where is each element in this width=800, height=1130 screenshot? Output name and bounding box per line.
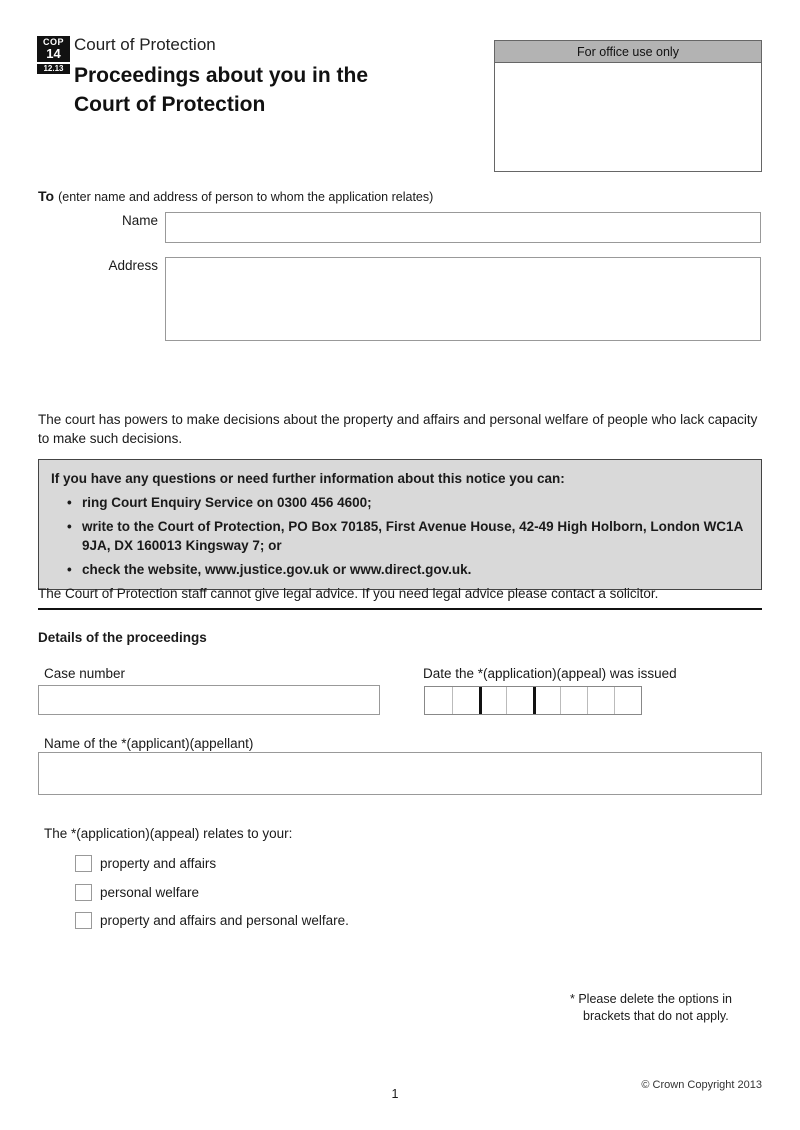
footnote-line2: brackets that do not apply. <box>583 1009 729 1023</box>
checkbox-property-and-personal-welfare[interactable] <box>75 912 92 929</box>
date-cell-year-4[interactable] <box>614 687 641 714</box>
office-use-box <box>494 40 762 172</box>
to-instruction <box>38 188 433 204</box>
contact-info-heading: If you have any questions or need further information about this notice you can: <box>51 471 565 486</box>
option-row-property-and-affairs <box>75 855 216 872</box>
to-instruction-text: (enter name and address of person to whom the application relates) <box>58 190 434 204</box>
date-cell-year-3[interactable] <box>587 687 614 714</box>
date-cell-month-2[interactable] <box>506 687 533 714</box>
checkbox-label-property-and-personal-welfare: property and affairs and personal welfare. <box>100 913 349 928</box>
date-cell-month-1[interactable] <box>479 687 506 714</box>
form-version-label: 12.13 <box>37 64 70 74</box>
name-field-label: Name <box>121 213 158 228</box>
checkbox-label-property-and-affairs: property and affairs <box>100 856 217 871</box>
form-code-badge <box>37 36 70 74</box>
applicant-name-label: Name of the *(applicant)(appellant) <box>44 736 254 751</box>
name-field[interactable] <box>165 212 761 243</box>
contact-info-list <box>51 493 749 579</box>
legal-advice-note: The Court of Protection staff cannot give legal advice. If you need legal advice please contact a solicitor. <box>38 586 659 601</box>
case-number-field[interactable] <box>38 685 380 715</box>
date-cell-day-1[interactable] <box>425 687 452 714</box>
contact-info-item-phone: • ring Court Enquiry Service on 0300 456 4600; <box>65 493 749 512</box>
office-use-box-header: For office use only <box>495 41 761 63</box>
copyright-notice: © Crown Copyright 2013 <box>641 1079 762 1091</box>
page-title <box>74 61 368 119</box>
checkbox-label-personal-welfare: personal welfare <box>100 885 200 900</box>
form-code-label: COP <box>42 37 64 47</box>
relates-to-label: The *(application)(appeal) relates to your: <box>44 826 293 841</box>
section-divider <box>38 608 762 610</box>
page-title-line1: Proceedings about you in the <box>74 64 369 87</box>
address-field[interactable] <box>165 257 761 341</box>
case-number-label: Case number <box>44 666 126 681</box>
applicant-name-field[interactable] <box>38 752 762 795</box>
intro-paragraph: The court has powers to make decisions about the property and affairs and personal welfare of people who lack capacity to make such decisions. <box>38 412 758 446</box>
proceedings-section-heading: Details of the proceedings <box>38 630 207 645</box>
form-number-label: 14 <box>46 46 61 61</box>
contact-info-item-website: • check the website, www.justice.gov.uk or www.direct.gov.uk. <box>65 560 749 579</box>
option-row-property-and-personal-welfare <box>75 912 349 929</box>
address-field-label: Address <box>108 258 158 273</box>
page-title-line2: Court of Protection <box>74 93 266 116</box>
form-code-badge-main <box>37 36 70 62</box>
date-issued-grid <box>424 686 642 715</box>
date-cell-year-2[interactable] <box>560 687 587 714</box>
delete-options-footnote <box>570 991 732 1025</box>
footnote-line1: * Please delete the options in <box>570 992 732 1006</box>
option-row-personal-welfare <box>75 884 199 901</box>
date-cell-year-1[interactable] <box>533 687 560 714</box>
to-label: To <box>38 188 55 204</box>
checkbox-property-and-affairs[interactable] <box>75 855 92 872</box>
contact-info-box <box>38 459 762 590</box>
checkbox-personal-welfare[interactable] <box>75 884 92 901</box>
page-number: 1 <box>391 1087 399 1101</box>
org-title: Court of Protection <box>74 35 216 54</box>
date-cell-day-2[interactable] <box>452 687 479 714</box>
contact-info-item-address: • write to the Court of Protection, PO Box 70185, First Avenue House, 42-49 High Holborn, London WC1A 9JA, DX 160013 Kingsway 7; or <box>65 517 749 555</box>
date-issued-label: Date the *(application)(appeal) was issued <box>423 666 677 681</box>
